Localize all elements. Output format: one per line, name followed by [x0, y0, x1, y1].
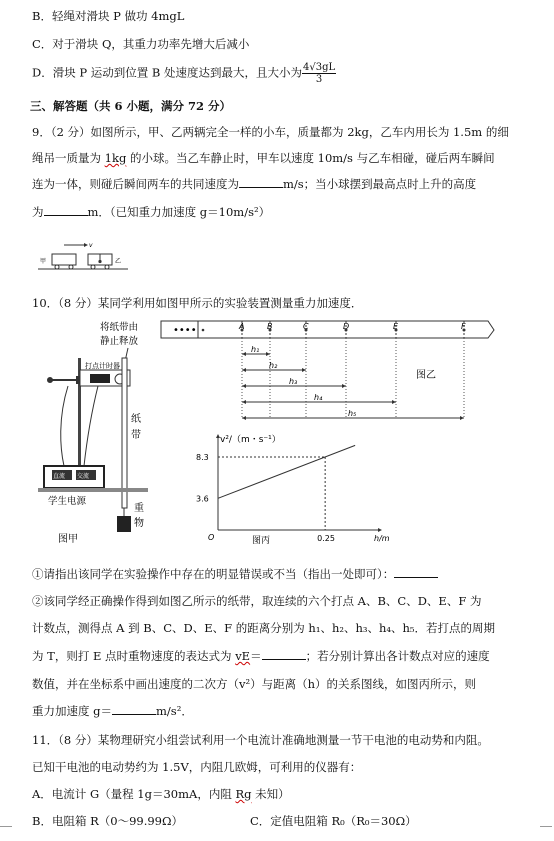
cart-yi	[88, 254, 121, 269]
paper-tape	[122, 358, 127, 508]
heavy-weight	[117, 501, 144, 532]
page-corner-left	[0, 826, 12, 839]
cart-jia-label: 甲	[40, 258, 47, 265]
q9-carts-figure	[38, 236, 138, 276]
series-line	[218, 445, 355, 498]
distance-label-2: h₂	[269, 361, 278, 370]
apparatus-figure	[38, 318, 178, 550]
page-corner-right	[540, 826, 552, 839]
fraction-numerator: 4√3gL	[303, 62, 336, 73]
tape-point-label-D: D	[343, 322, 350, 331]
q10-answer-blank-2[interactable]	[262, 648, 306, 660]
svg-text:带: 带	[131, 430, 141, 441]
svg-text:将纸带由: 将纸带由	[100, 322, 139, 333]
q9-line-3: 连为一体，则碰后瞬间两车的共同速度为 m/s；当小球摆到最高点时上升的高度	[32, 177, 477, 191]
arrowtail-1	[242, 352, 246, 356]
q10-sub2-line5: 重力加速度 g＝ m/s²．	[32, 704, 193, 718]
figure-bing-label: 图丙	[252, 536, 271, 546]
figure-yi-label: 图乙	[416, 370, 436, 381]
x-axis-arrow	[378, 528, 382, 532]
y-tick-label-8.3: 8.3	[196, 452, 209, 462]
y-tick-label-3.6: 3.6	[196, 494, 209, 504]
q10-title: 10．（8 分）某同学利用如图甲所示的实验装置测量重力加速度．	[32, 296, 363, 310]
svg-text:静止释放: 静止释放	[100, 336, 139, 347]
tape-point-label-E: E	[393, 322, 399, 331]
arrowtail-2	[242, 368, 246, 372]
q11-line-1: 11．（8 分）某物理研究小组尝试利用一个电流计准确地测量一节干电池的电动势和内阻。	[32, 733, 489, 747]
table-base	[38, 488, 148, 492]
q9-mass-unit: 1kg	[104, 151, 127, 165]
option-b: B．轻绳对滑块 P 做功 4mgL	[32, 9, 185, 23]
svg-text:交流: 交流	[77, 473, 90, 480]
q10-sub2-line2: 计数点，测得点 A 到 B、C、D、E、F 的距离分别为 h₁、h₂、h₃、h₄、h₅．若打点的周期	[32, 621, 496, 635]
power-supply	[44, 466, 104, 507]
q10-sub2-line3: 为 T，则打 E 点时重物速度的表达式为 vE＝ ；若分别计算出各计数点对应的速度	[32, 649, 490, 663]
q10-answer-blank-3[interactable]	[112, 703, 156, 715]
arrowhead-4	[392, 400, 396, 404]
svg-text:打点计时器: 打点计时器	[85, 362, 120, 370]
q11-line-2: 已知干电池的电动势约为 1.5V，内阻几欧姆，可利用的仪器有：	[32, 760, 362, 774]
svg-text:物: 物	[134, 518, 144, 529]
tape-point-label-C: C	[303, 322, 309, 331]
cart-jia	[40, 254, 76, 269]
fraction-denominator: 3	[315, 74, 323, 85]
arrowtail-5	[242, 416, 246, 420]
section-heading: 三、解答题（共 6 小题，满分 72 分）	[30, 99, 232, 113]
distance-label-1: h₁	[251, 345, 260, 354]
velocity-arrow	[64, 242, 93, 249]
q9-answer-blank-1[interactable]	[239, 176, 283, 188]
arrowhead-3	[342, 384, 346, 388]
rg-symbol: Rg	[235, 787, 252, 801]
figure-jia-label: 图甲	[58, 534, 78, 545]
q11-option-c: C．定值电阻箱 R₀（R₀＝30Ω）	[250, 814, 417, 828]
option-d-text: D．滑块 P 运动到位置 B 处速度达到最大，且大小为	[32, 65, 303, 80]
x-tick-label-0.25: 0.25	[317, 534, 335, 543]
option-c: C．对于滑块 Q，其重力功率先增大后减小	[32, 37, 250, 51]
cart-yi-label: 乙	[115, 258, 122, 265]
distance-label-3: h₃	[289, 377, 298, 386]
x-axis-label: h/m	[374, 534, 390, 543]
distance-label-4: h₄	[314, 393, 323, 402]
distance-label-5: h₅	[348, 409, 357, 418]
q10-answer-blank-1[interactable]	[394, 566, 438, 578]
y-axis-label: v²/（m・s⁻¹）	[220, 435, 281, 445]
arrowtail-4	[242, 400, 246, 404]
svg-text:v: v	[89, 242, 93, 249]
tape-point-label-A: A	[239, 322, 245, 331]
ve-symbol: vE	[235, 649, 251, 663]
arrowhead-1	[266, 352, 270, 356]
tape-point-label-F: F	[461, 322, 466, 331]
arrowhead-5	[460, 416, 464, 420]
q10-sub2-line1: ②该同学经正确操作得到如图乙所示的纸带，取连续的六个打点 A、B、C、D、E、F 为	[32, 594, 482, 608]
svg-text:直流: 直流	[53, 473, 66, 480]
q9-answer-blank-2[interactable]	[44, 204, 88, 216]
option-d	[32, 62, 336, 85]
option-d-fraction	[302, 62, 336, 85]
q9-line-4: 为 m．（已知重力加速度 g＝10m/s²）	[32, 205, 271, 219]
q9-line-1: 9．（2 分）如图所示，甲、乙两辆完全一样的小车，质量都为 2kg，乙车内用长为 1.5m 的细	[32, 125, 509, 139]
tape-figure	[158, 318, 498, 426]
svg-text:学生电源: 学生电源	[48, 496, 87, 507]
tape-point-label-B: B	[267, 322, 273, 331]
svg-text:重: 重	[134, 503, 144, 514]
arrowtail-3	[242, 384, 246, 388]
q10-sub2-line4: 数值，并在坐标系中画出速度的二次方（v²）与距离（h）的关系图线，如图丙所示，则	[32, 677, 477, 691]
origin-label: O	[208, 533, 215, 542]
svg-text:••••: ••••	[173, 325, 197, 336]
q9-line-2: 绳吊一质量为 1kg 的小球。当乙车静止时，甲车以速度 10m/s 与乙车相碰，碰后两车瞬间	[32, 151, 495, 165]
q11-option-a: A．电流计 G（量程 1g＝30mA，内阻 Rg 未知）	[32, 787, 290, 801]
v2-h-chart	[188, 432, 388, 552]
q11-option-b: B．电阻箱 R（0～99.99Ω）	[32, 814, 184, 828]
arrowhead-2	[302, 368, 306, 372]
svg-text:纸: 纸	[131, 414, 141, 425]
q10-sub1: ①请指出该同学在实验操作中存在的明显错误或不当（指出一处即可）：	[32, 566, 438, 582]
